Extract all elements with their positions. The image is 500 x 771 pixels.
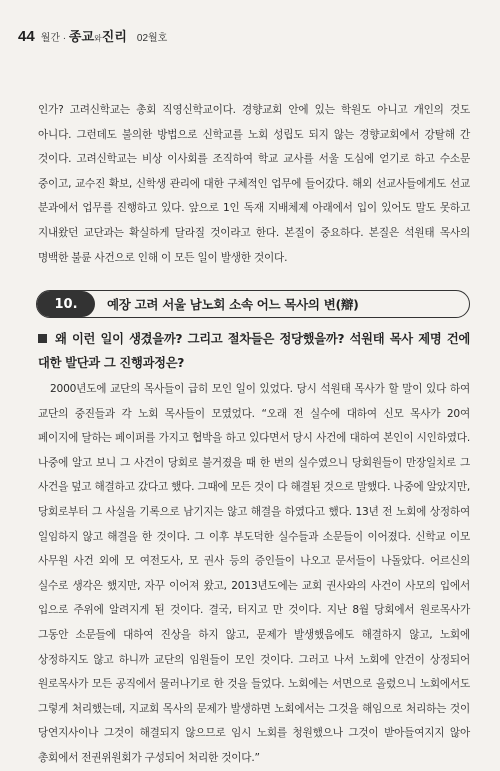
- page-number: 44: [18, 28, 35, 45]
- page-header: [18, 26, 167, 45]
- magazine-title: [41, 26, 127, 45]
- magazine-main-1: 종교: [68, 29, 95, 44]
- section-number: 10.: [37, 291, 95, 317]
- question-text: 왜 이런 일이 생겼을까? 그리고 절차들은 정당했을까? 석원태 목사 제명 건에 대한 발단과 그 진행과정은?: [38, 332, 470, 370]
- magazine-main-2: 진리: [101, 29, 127, 44]
- issue-label: 02월호: [136, 33, 168, 44]
- square-bullet-icon: [38, 334, 47, 343]
- section-title: 예장 고려 서울 남노회 소속 어느 목사의 변(辯): [107, 297, 359, 312]
- magazine-connector: 와: [94, 34, 102, 43]
- question-block: [38, 327, 470, 375]
- paragraph-2: 2000년도에 교단의 목사들이 급히 모인 일이 있었다. 당시 석원태 목사가 할 말이 있다 하여 교단의 중진들과 각 노회 목사들이 모였었다. “오래 전 실수에 대하여 신모 목사가 20여 페이지에 달하는 페이퍼를 가지고 협박을 하고 있다면서 당시 사건에 대하여 본인이 시인하였다. 나중에 알고 보니 그 사건이 당회로 불거졌을 때 한 번의 실수였으니 당회원들이 만장일치로 그 사건을 덮고 해결하고 갔다고 했다. 그때에 모든 것이 다 해결된 것으로 말했다. 나중에 알았지만, 당회로부터 그 사실을 기록으로 남기지는 않고 해결을 하였다고 했다. 13년 전 노회에 상정하여 일임하지 않고 해결을 한 것이다. 그 이후 부도덕한 실수들과 소문들이 이어졌다. 신학교 이모 사무원 사건 외에 모 여전도사, 모 권사 등의 증인들이 나오고 문서들이 나돌았다. 어르신의 실수로 생각은 했지만, 자꾸 이어져 왔고, 2013년도에는 교회 권사와의 사건이 사모의 입에서 입으로 주위에 알려지게 된 것이다. 결국, 터지고 만 것이다. 지난 8월 당회에서 원로목사가 그동안 소문들에 대하여 진상을 하지 않고, 문제가 발생했음에도 해결하지 않고, 노회에 상정하지도 않고 하니까 교단의 임원들이 모인 것이다. 그러고 나서 노회에 안건이 상정되어 원로목사가 모든 공직에서 물러나기로 한 것을 들었다. 노회에는 서면으로 올렸으니 노회에서도 그렇게 처리했는데, 지교회 목사의 문제가 발생하면 노회에서는 그것을 해임으로 처리하는 것이 당연지사이나 그것이 해결되지 않으므로 임시 노회를 청원했으나 그것이 받아들여지지 않아 총회에서 전권위원회가 구성되어 처리한 것이다.”: [38, 383, 470, 764]
- section-heading: [36, 290, 470, 318]
- paragraph-1: 인가? 고려신학교는 총회 직영신학교이다. 경향교회 안에 있는 학원도 아니고 개인의 것도 아니다. 그런데도 불의한 방법으로 신학교를 노회 성립도 되지 않는 경향교회에서 강탈해 간 것이다. 고려신학교는 비상 이사회를 조직하여 학교 교사를 서울 도심에 얻기로 하고 수소문 중이고, 교수진 확보, 신학생 관리에 대한 구체적인 업무에 들어갔다. 해외 선교사들에게도 선교 분과에서 업무를 진행하고 있다. 앞으로 1인 독재 지배체제 아래에서 입이 있어도 말도 못하고 지내왔던 교단과는 확실하게 달라질 것이라고 한다. 본질이 중요하다. 본질은 석원태 목사의 명백한 불륜 사건으로 인해 이 모든 일이 발생한 것이다.: [38, 104, 470, 264]
- magazine-prefix: 월간 ·: [40, 33, 69, 44]
